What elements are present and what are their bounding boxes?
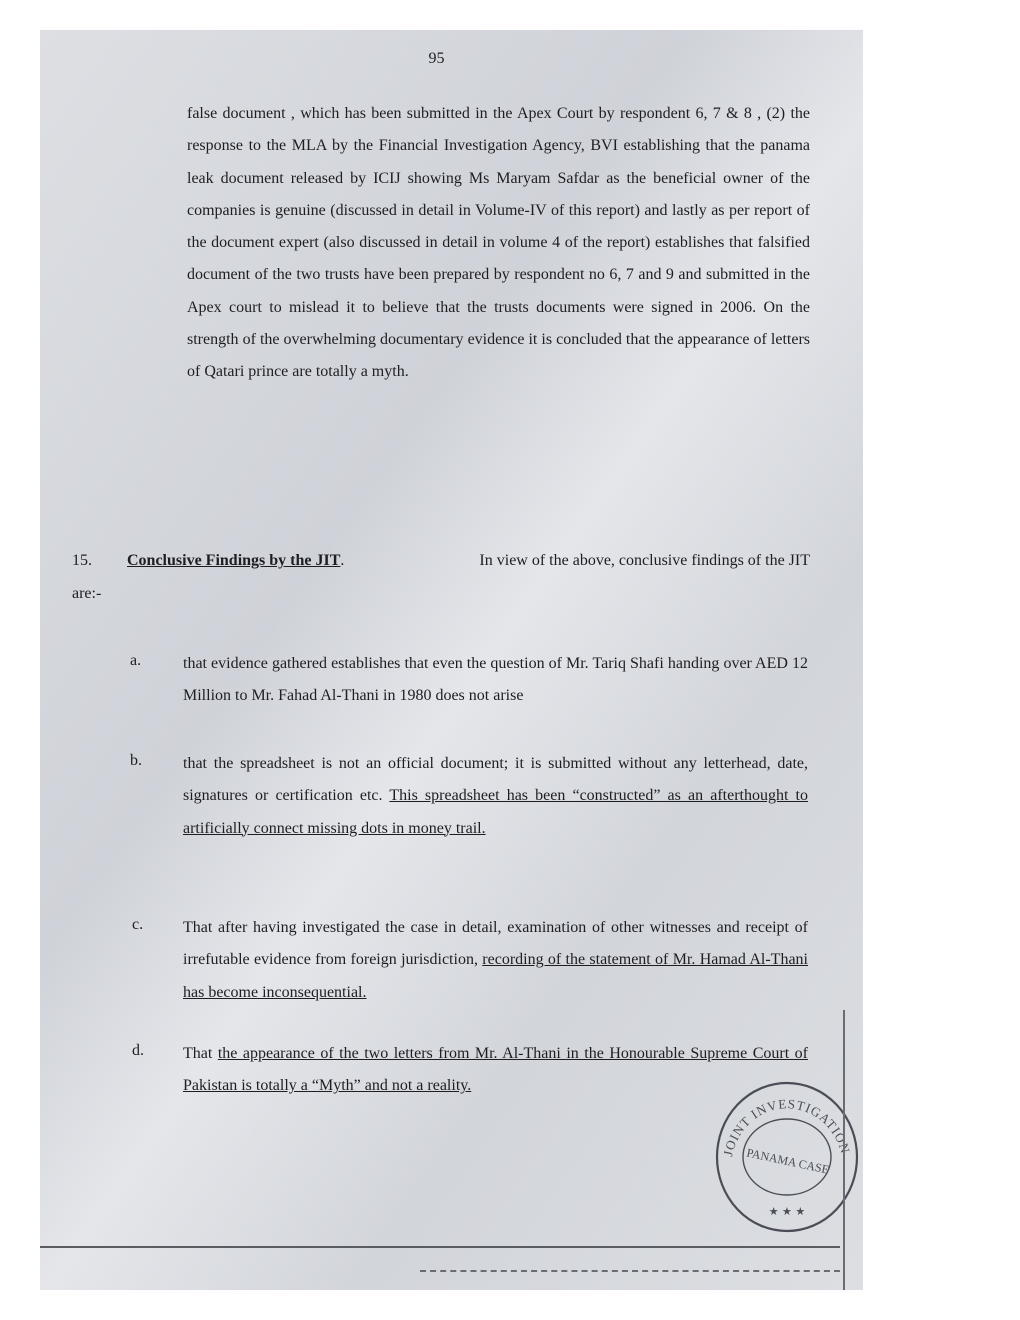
finding-d-underlined: the appearance of the two letters from Mr. Al-Thani in the Honourable Supreme Court of Pakistan is totally a “Myth” and not a reality. [183, 1045, 808, 1095]
seal-bottom-text: ★ ★ ★ [768, 1205, 806, 1218]
section-number: 15. [72, 552, 92, 569]
bottom-rule-dashed [420, 1270, 840, 1272]
finding-c-underlined: recording of the statement of Mr. Hamad Al-Thani has become inconsequential. [183, 951, 808, 1001]
section-lead-tail: are:- [72, 585, 102, 602]
jit-seal-stamp [712, 1075, 862, 1235]
section-title-period: . [340, 552, 345, 569]
scanned-page [40, 30, 863, 1290]
section-title: Conclusive Findings by the JIT [127, 552, 341, 569]
finding-a-label: a. [130, 652, 142, 669]
finding-a-body: that evidence gathered establishes that even the question of Mr. Tariq Shafi handing over AED 12 Million to Mr. Fahad Al-Thani in 1980 does not arise [183, 655, 808, 705]
page-edge-line [843, 1010, 845, 1290]
section-title-group [127, 552, 344, 570]
intro-paragraph: false document , which has been submitted in the Apex Court by respondent 6, 7 & 8 , (2) the response to the MLA by the Financial Investigation Agency, BVI establishing that the panama leak document released by ICIJ showing Ms Maryam Safdar as the beneficial owner of the companies is genuine (discussed in detail in Volume-IV of this report) and lastly as per report of the document expert (also discussed in detail in volume 4 of the report) establishes that falsified document of the two trusts have been prepared by respondent no 6, 7 and 9 and submitted in the Apex court to mislead it to believe that the trusts documents were signed in 2006. On the strength of the overwhelming documentary evidence it is concluded that the appearance of letters of Qatari prince are totally a myth. [187, 105, 810, 381]
finding-c-label: c. [132, 916, 144, 933]
section-heading-line [127, 552, 810, 570]
finding-b-label: b. [130, 752, 142, 769]
page-number: 95 [428, 50, 445, 67]
bottom-rule [40, 1246, 840, 1248]
finding-d-body: That [183, 1045, 218, 1062]
finding-a-text [183, 648, 808, 713]
seal-top-text: JOINT INVESTIGATION [720, 1096, 854, 1158]
finding-b-underlined: This spreadsheet has been “constructed” as an afterthought to artificially connect missing dots in money trail. [183, 787, 808, 837]
seal-middle-text: PANAMA CASE [745, 1145, 831, 1177]
finding-c-text [183, 912, 808, 1009]
section-lead: In view of the above, conclusive findings of the JIT [479, 552, 810, 569]
finding-c-body: That after having investigated the case in detail, examination of other witnesses and receipt of irrefutable evidence from foreign jurisdiction, [183, 919, 808, 969]
finding-b-body: that the spreadsheet is not an official document; it is submitted without any letterhead, date, signatures or certification etc. [183, 755, 808, 805]
finding-b-text [183, 748, 808, 845]
finding-d-label: d. [132, 1042, 144, 1059]
